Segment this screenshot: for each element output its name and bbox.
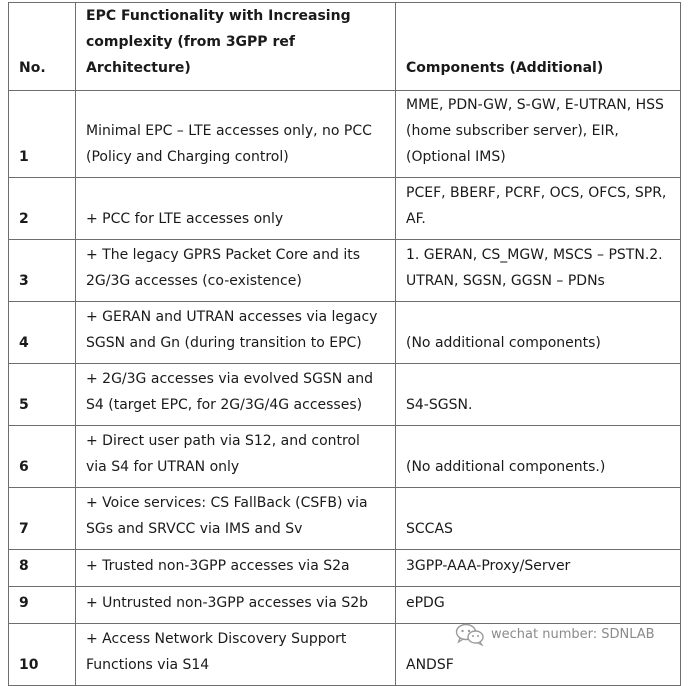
row-functionality: + Trusted non-3GPP accesses via S2a [76,550,396,587]
table-row [9,302,681,364]
row-number: 10 [9,624,76,686]
header-no: No. [9,3,76,91]
wechat-icon [455,622,485,646]
row-number: 2 [9,178,76,240]
watermark [455,622,655,646]
table-row [9,550,681,587]
row-components: SCCAS [396,488,681,550]
header-functionality: EPC Functionality with Increasing complexity (from 3GPP ref Architecture) [76,3,396,91]
row-components: 3GPP-AAA-Proxy/Server [396,550,681,587]
row-functionality: + 2G/3G accesses via evolved SGSN and S4 (target EPC, for 2G/3G/4G accesses) [76,364,396,426]
row-components: MME, PDN-GW, S-GW, E-UTRAN, HSS (home subscriber server), EIR, (Optional IMS) [396,91,681,178]
row-number: 6 [9,426,76,488]
table-row [9,364,681,426]
table-row [9,91,681,178]
row-functionality: Minimal EPC – LTE accesses only, no PCC (Policy and Charging control) [76,91,396,178]
table-row [9,178,681,240]
row-number: 4 [9,302,76,364]
row-components: 1. GERAN, CS_MGW, MSCS – PSTN.2. UTRAN, SGSN, GGSN – PDNs [396,240,681,302]
row-functionality: + GERAN and UTRAN accesses via legacy SGSN and Gn (during transition to EPC) [76,302,396,364]
epc-functionality-table [8,2,681,686]
row-number: 5 [9,364,76,426]
row-number: 3 [9,240,76,302]
row-functionality: + Voice services: CS FallBack (CSFB) via SGs and SRVCC via IMS and Sv [76,488,396,550]
row-number: 9 [9,587,76,624]
row-functionality: + Access Network Discovery Support Functions via S14 [76,624,396,686]
row-components: (No additional components.) [396,426,681,488]
row-number: 8 [9,550,76,587]
row-number: 7 [9,488,76,550]
row-functionality: + PCC for LTE accesses only [76,178,396,240]
table-row [9,426,681,488]
row-functionality: + Direct user path via S12, and control via S4 for UTRAN only [76,426,396,488]
header-components: Components (Additional) [396,3,681,91]
table-row [9,587,681,624]
watermark-text: wechat number: SDNLAB [491,626,655,642]
table-header-row [9,3,681,91]
row-functionality: + Untrusted non-3GPP accesses via S2b [76,587,396,624]
table-row [9,488,681,550]
row-components: ANDSF [396,624,681,686]
row-components: (No additional components) [396,302,681,364]
row-components: ePDG [396,587,681,624]
row-number: 1 [9,91,76,178]
row-components: S4-SGSN. [396,364,681,426]
table-row [9,240,681,302]
row-functionality: + The legacy GPRS Packet Core and its 2G/3G accesses (co-existence) [76,240,396,302]
row-components: PCEF, BBERF, PCRF, OCS, OFCS, SPR, AF. [396,178,681,240]
